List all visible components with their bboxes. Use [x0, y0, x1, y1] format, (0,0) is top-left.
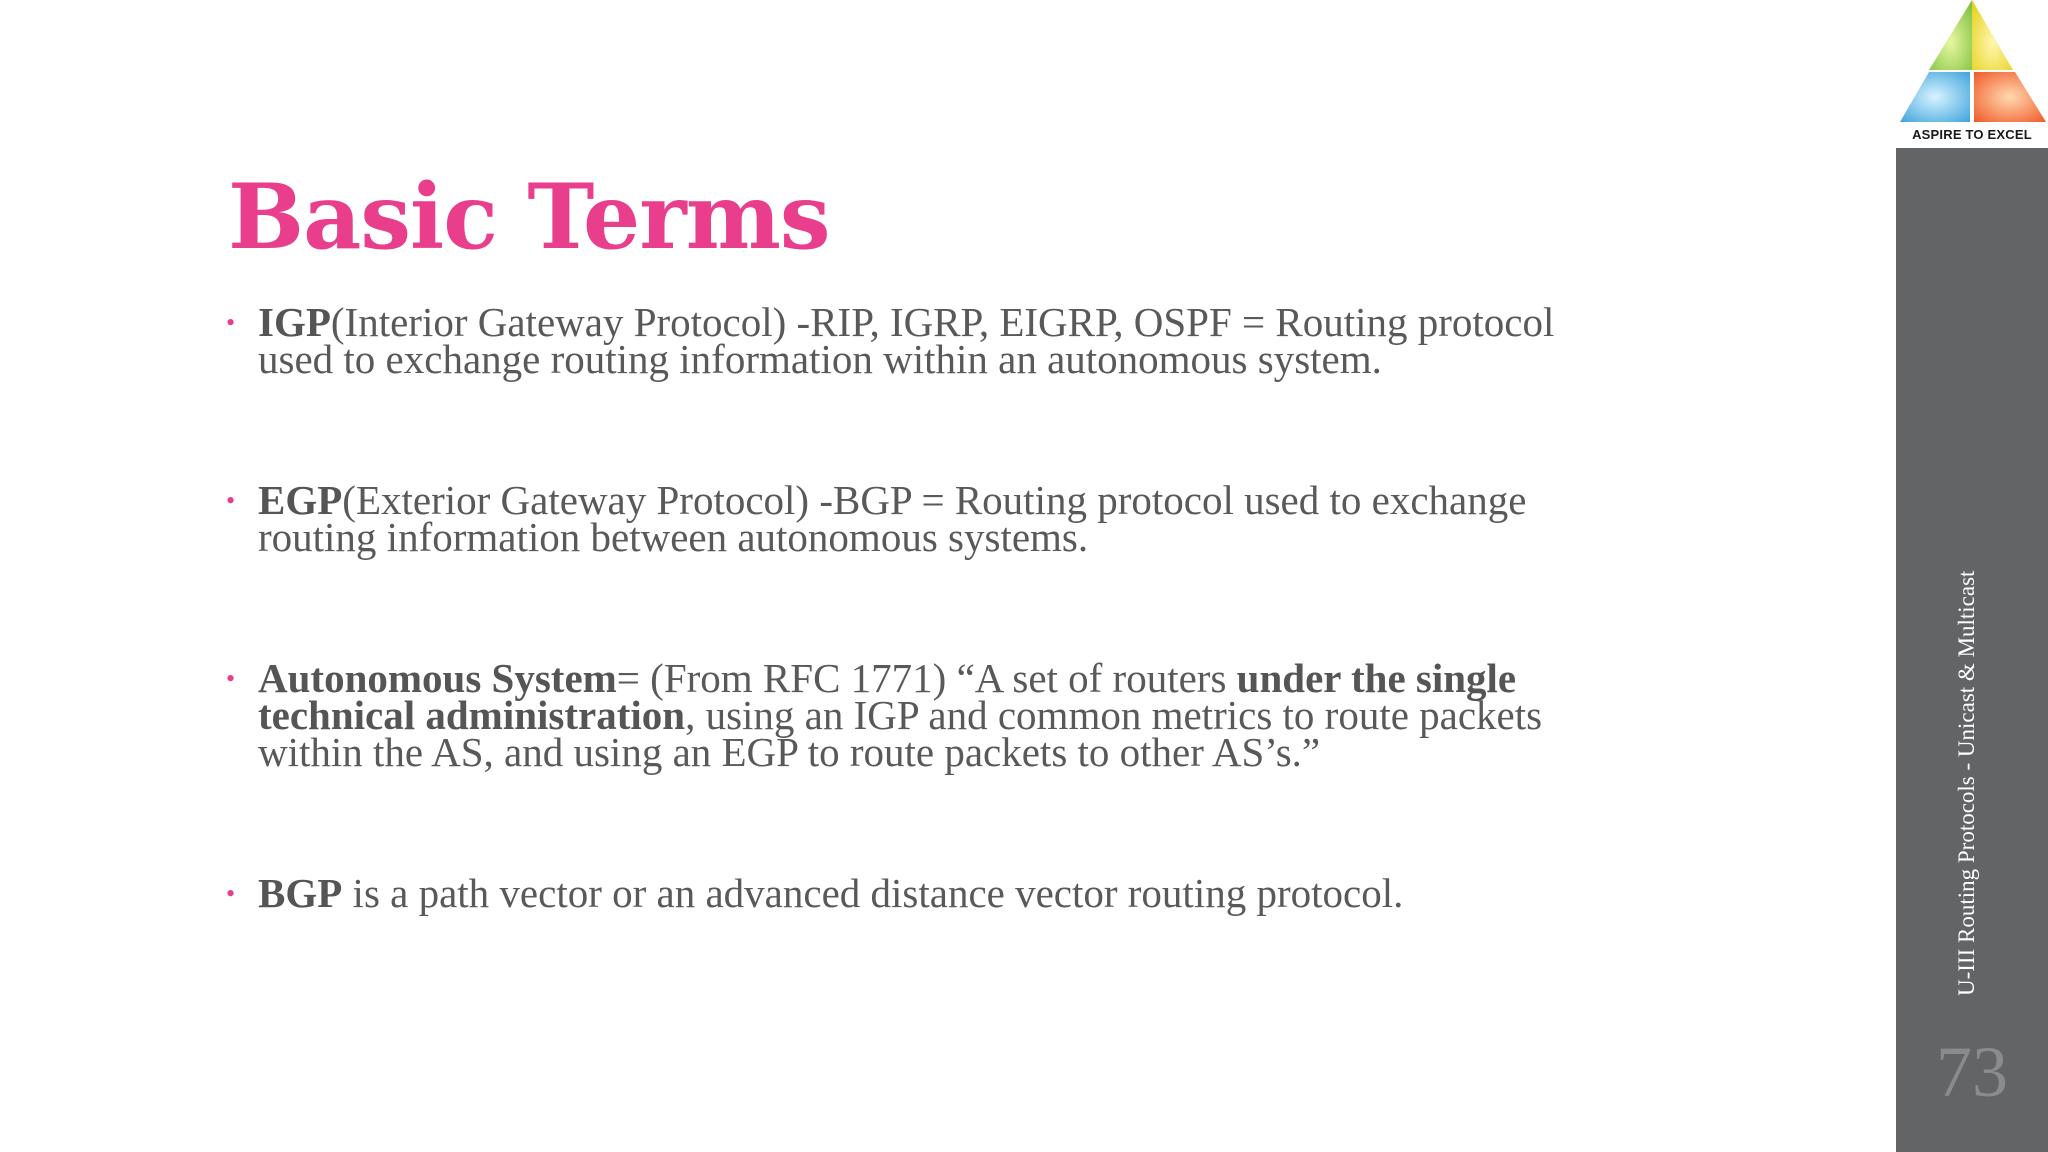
slide-title: Basic Terms [228, 164, 830, 270]
bullet-text: is a path vector or an advanced distance vector routing protocol. [342, 870, 1404, 916]
bullet-igp [226, 299, 1626, 382]
bullet-bgp [226, 870, 1626, 916]
bullet-text: = (From RFC 1771) “A set of routers [616, 655, 1237, 701]
bullet-term: EGP [258, 477, 343, 523]
bullet-egp [226, 477, 1626, 560]
bullet-autonomous-system [226, 655, 1626, 775]
bullet-dot-icon: • [226, 486, 236, 515]
bullet-term: IGP [258, 299, 331, 345]
logo-text: ASPIRE TO EXCEL [1912, 127, 2032, 142]
bullet-term: Autonomous System [258, 655, 617, 701]
bullet-text: , using an IGP and common metrics to route packets within the AS, and using an EGP to route packets to other AS’s.” [258, 692, 1543, 775]
bullet-text: (Exterior Gateway Protocol) -BGP = Routing protocol used to exchange routing information between autonomous systems. [258, 477, 1527, 560]
footer-course-title: U-III Routing Protocols - Unicast & Multicast [1954, 570, 1979, 996]
bullet-list [226, 299, 1626, 916]
bullet-text: (Interior Gateway Protocol) -RIP, IGRP, EIGRP, OSPF = Routing protocol used to exchange routing information within an autonomous system. [258, 299, 1555, 382]
bullet-emphasis: under the single technical administration [258, 655, 1517, 738]
bullet-dot-icon: • [226, 879, 236, 908]
bullet-dot-icon: • [226, 664, 236, 693]
page-number: 73 [1936, 1032, 2008, 1112]
logo [1896, 0, 2048, 148]
aspire-to-excel-logo-icon [1896, 0, 2048, 128]
bullet-dot-icon: • [226, 308, 236, 337]
bullet-term: BGP [258, 870, 343, 916]
